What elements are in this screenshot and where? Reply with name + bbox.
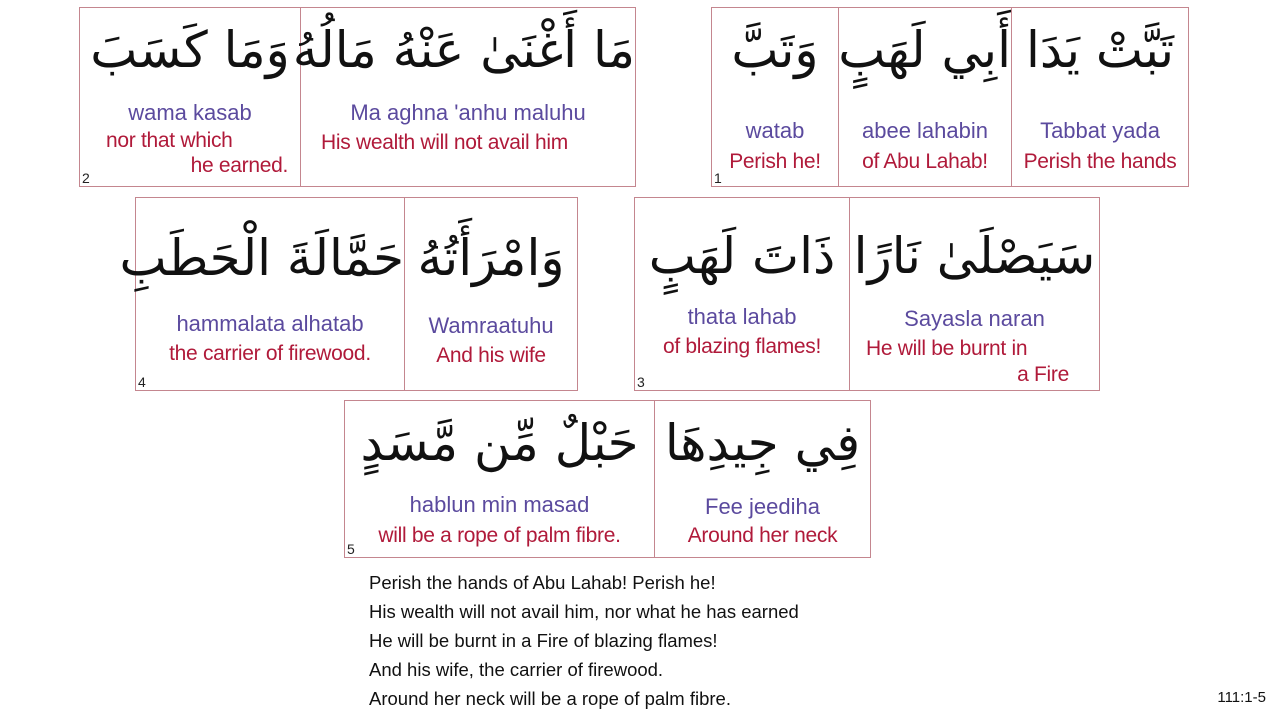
english-translation: His wealth will not avail him <box>321 131 568 154</box>
arabic-text: فِي جِيدِهَا <box>664 414 861 472</box>
translation-line: Perish the hands of Abu Lahab! Perish he! <box>369 572 716 593</box>
verse-4-cell-wamraatuhu <box>404 198 577 390</box>
english-translation: Around her neck <box>687 524 838 547</box>
arabic-text: تَبَّتْ يَدَا <box>1025 21 1175 79</box>
arabic-text: أَبِي لَهَبٍ <box>838 21 1011 79</box>
arabic-text: ذَاتَ لَهَبٍ <box>648 227 836 285</box>
verse-3-cell-sayasla-naran <box>849 198 1099 390</box>
arabic-text: وَمَا كَسَبَ <box>90 21 290 79</box>
arabic-text: وَتَبَّ <box>731 21 819 79</box>
verse-4-cell-hammalata <box>119 198 404 390</box>
english-translation: And his wife <box>436 344 546 367</box>
verse-number: 3 <box>637 374 645 390</box>
transliteration: hammalata alhatab <box>176 311 364 336</box>
english-translation-line-1: nor that which <box>106 129 233 152</box>
english-translation-line-1: He will be burnt in <box>866 337 1028 360</box>
english-translation-line-2: a Fire <box>1017 363 1069 386</box>
english-translation: Perish he! <box>729 150 821 173</box>
english-translation: the carrier of firewood. <box>169 342 371 365</box>
transliteration: Fee jeediha <box>705 494 820 519</box>
verse-2-cell-ma-aghna <box>292 8 635 186</box>
translation-line: He will be burnt in a Fire of blazing flames! <box>369 630 718 651</box>
english-translation: Perish the hands <box>1023 150 1177 173</box>
translation-line: His wealth will not avail him, nor what he has earned <box>369 601 799 622</box>
transliteration: Sayasla naran <box>904 306 1045 331</box>
verse-5-box <box>344 400 871 558</box>
verse-5-cell-hablun <box>345 401 654 557</box>
verse-2-cell-wama-kasab <box>80 8 300 186</box>
verse-3-cell-thata-lahab <box>635 198 849 390</box>
surah-reference: 111:1-5 <box>1217 689 1266 706</box>
arabic-text: مَا أَغْنَىٰ عَنْهُ مَالُهُ <box>292 21 635 79</box>
transliteration: Tabbat yada <box>1040 118 1160 143</box>
verse-4-box <box>119 197 578 391</box>
translation-line: Around her neck will be a rope of palm fibre. <box>369 688 731 709</box>
translation-line: And his wife, the carrier of firewood. <box>369 659 664 680</box>
arabic-text: وَامْرَأَتُهُ <box>417 229 565 287</box>
verse-1-box <box>711 7 1189 187</box>
verse-number: 4 <box>138 374 146 390</box>
transliteration: hablun min masad <box>409 492 590 517</box>
arabic-text: سَيَصْلَىٰ نَارًا <box>853 227 1096 285</box>
verse-number: 5 <box>347 541 355 557</box>
english-translation-line-2: he earned. <box>190 154 288 177</box>
verse-1-cell-abee-lahabin <box>838 8 1011 186</box>
verse-number: 1 <box>714 170 722 186</box>
english-translation: of blazing flames! <box>662 335 822 358</box>
full-translation <box>369 568 799 713</box>
english-translation: of Abu Lahab! <box>862 150 988 173</box>
arabic-text: حَبْلٌ مِّن مَّسَدٍ <box>360 414 639 472</box>
verse-number: 2 <box>82 170 90 186</box>
transliteration: thata lahab <box>687 304 797 329</box>
verse-5-cell-fee-jeediha <box>654 401 870 557</box>
transliteration: abee lahabin <box>861 118 988 143</box>
verse-1-cell-watab <box>712 8 838 186</box>
transliteration: Wamraatuhu <box>428 313 554 338</box>
verse-1-cell-tabbat-yada <box>1011 8 1188 186</box>
verse-2-box <box>79 7 636 187</box>
transliteration: Ma aghna 'anhu maluhu <box>350 100 586 125</box>
transliteration: watab <box>745 118 805 143</box>
english-translation: will be a rope of palm fibre. <box>378 524 621 547</box>
arabic-text: حَمَّالَةَ الْحَطَبِ <box>119 229 404 287</box>
verse-3-box <box>634 197 1100 391</box>
transliteration: wama kasab <box>128 100 252 125</box>
